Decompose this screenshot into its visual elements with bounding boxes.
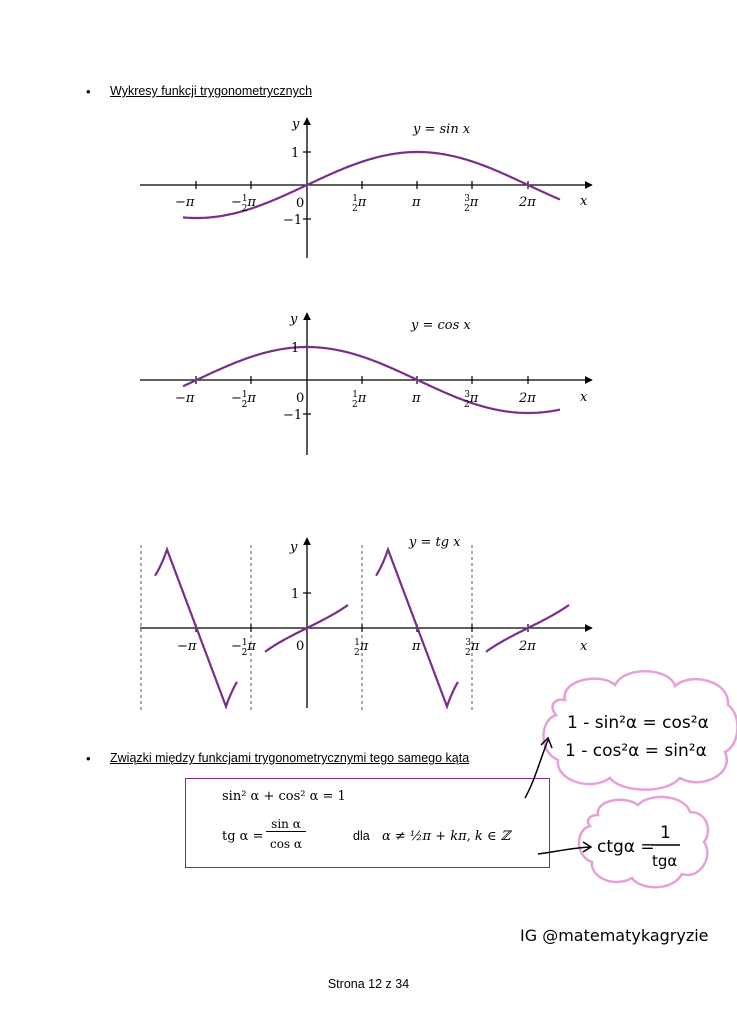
- cos-zero: 0: [296, 391, 305, 406]
- cos-pi: π: [412, 391, 421, 406]
- cos-three-half-pi: $^3$ 2π: [464, 390, 479, 410]
- tan-one: 1: [291, 587, 300, 602]
- sin-one: 1: [291, 146, 300, 161]
- tg-condition: α ≠ ½π + kπ, k ∈ ℤ: [382, 829, 511, 844]
- sin-pi: π: [412, 195, 421, 210]
- sin-neg-half-pi: −$^1$ 2π: [231, 194, 256, 214]
- tan-zero: 0: [296, 639, 305, 654]
- page-footer: Strona 12 z 34: [327, 977, 410, 991]
- tan-pi: π: [412, 639, 421, 654]
- tan-graph: [140, 535, 592, 710]
- bullet: •: [86, 84, 91, 99]
- tan-two-pi: 2π: [519, 639, 536, 654]
- ig-handle: IG @matematykagryzie: [520, 926, 709, 945]
- cos-two-pi: 2π: [519, 391, 536, 406]
- tan-three-half-pi: $^3$ 2π: [465, 638, 480, 658]
- cos-half-pi: $^1$ 2π: [352, 390, 367, 410]
- cos-one: 1: [291, 341, 300, 356]
- sin-title: y = sin x: [413, 122, 471, 137]
- cloud-ctg: [579, 797, 708, 887]
- cos-y-label: y: [290, 312, 298, 327]
- bullet: •: [86, 751, 91, 766]
- cos-minus-one: −1: [283, 408, 303, 423]
- sin-x-label: x: [580, 194, 588, 209]
- cloud2-lhs: ctgα =: [597, 837, 655, 857]
- dla-word: dla: [353, 829, 370, 843]
- tan-half-pi: $^1$ 2π: [354, 638, 369, 658]
- cloud1-line1: 1 - sin²α = cos²α: [567, 713, 709, 733]
- sin-three-half-pi: $^3$ 2π: [464, 194, 479, 214]
- sin-graph: [140, 117, 592, 258]
- sin-neg-pi: −π: [175, 195, 195, 210]
- sin-two-pi: 2π: [519, 195, 536, 210]
- tg-denominator: cos α: [269, 837, 303, 851]
- tan-neg-half-pi: −$^1$ 2π: [231, 638, 256, 658]
- tan-x-label: x: [580, 639, 588, 654]
- tg-numerator: sin α: [266, 817, 306, 832]
- cloud2-den: tgα: [652, 852, 678, 870]
- section-title-relations: Związki między funkcjami trygonometrycznymi tego samego kąta: [110, 751, 470, 765]
- tan-title: y = tg x: [409, 535, 461, 550]
- section-title-graphs: Wykresy funkcji trygonometrycznych: [110, 84, 313, 98]
- cos-graph: [140, 312, 592, 455]
- tan-y-label: y: [290, 540, 298, 555]
- cloud2-num: 1: [660, 823, 671, 843]
- formula-box: [185, 778, 550, 868]
- cos-x-label: x: [580, 390, 588, 405]
- tan-neg-pi: −π: [177, 639, 197, 654]
- cos-title: y = cos x: [411, 318, 471, 333]
- sin-y-label: y: [292, 117, 300, 132]
- pythagorean-identity: sin² α + cos² α = 1: [222, 789, 346, 804]
- sin-minus-one: −1: [283, 213, 303, 228]
- sin-zero: 0: [296, 196, 305, 211]
- cos-neg-half-pi: −$^1$ 2π: [231, 390, 256, 410]
- sin-half-pi: $^1$ 2π: [352, 194, 367, 214]
- tg-lhs: tg α =: [222, 829, 264, 844]
- cos-neg-pi: −π: [175, 391, 195, 406]
- cloud1-line2: 1 - cos²α = sin²α: [565, 741, 707, 761]
